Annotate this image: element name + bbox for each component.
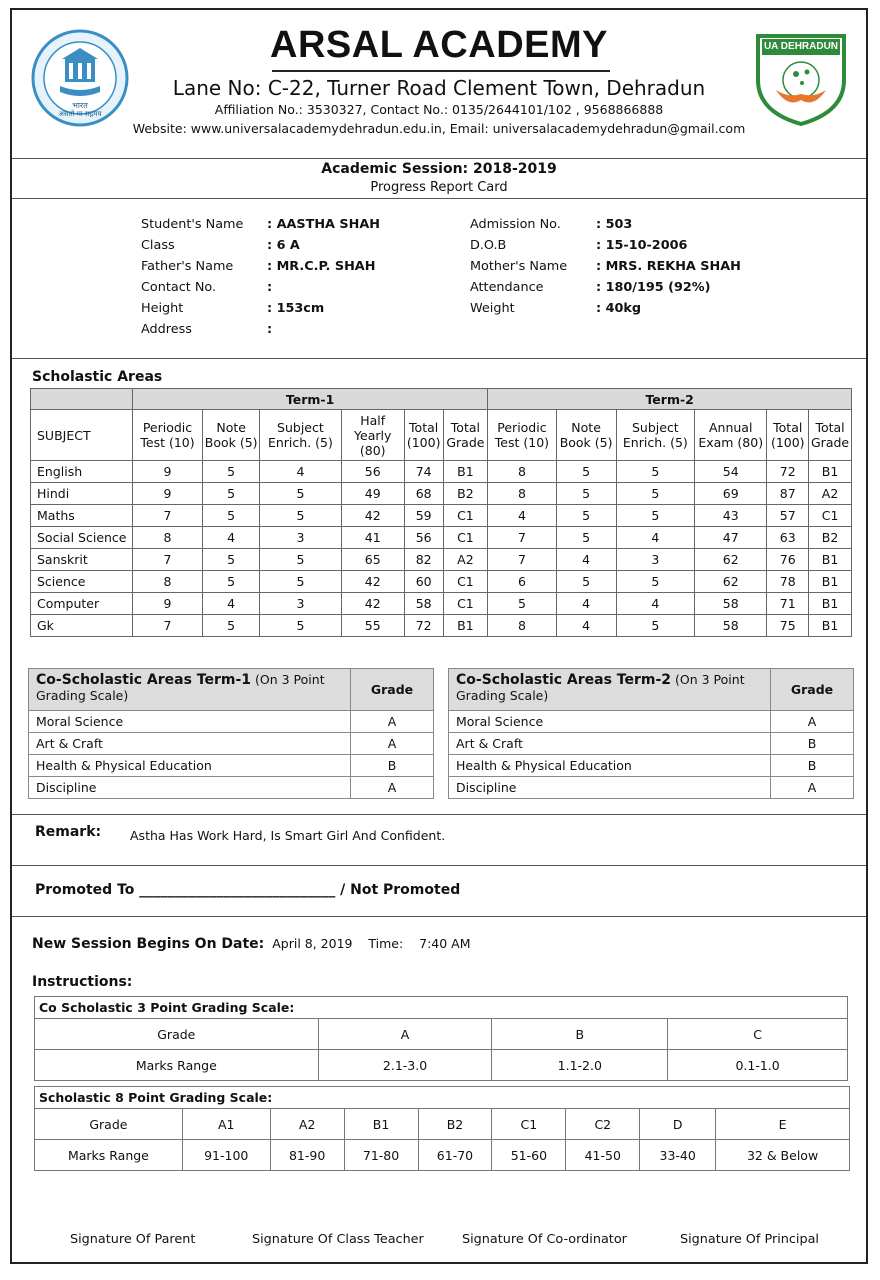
info-label: Address [141, 322, 192, 337]
term2-mark-cell: 5 [616, 505, 694, 527]
info-label: Mother's Name [470, 259, 568, 274]
term1-mark-cell: 60 [404, 571, 443, 593]
term2-mark-cell: 6 [488, 571, 556, 593]
sch-scale-title: Scholastic 8 Point Grading Scale: [35, 1087, 850, 1109]
term1-header: Term-1 [132, 389, 487, 410]
co-term1-title-cell [29, 669, 351, 711]
sch-scale-grade: B1 [344, 1109, 418, 1140]
sch-scale-grade: E [716, 1109, 850, 1140]
co-term1-note-a: (On 3 Point [255, 672, 325, 687]
term1-mark-cell: 5 [203, 505, 260, 527]
divider [12, 865, 866, 866]
subject-cell: Sanskrit [31, 549, 133, 571]
term1-mark-cell: 55 [341, 615, 404, 637]
school-address: Lane No: C-22, Turner Road Clement Town, Dehradun [172, 76, 706, 100]
co-scholastic-term1-table [28, 668, 434, 799]
co-area: Discipline [29, 777, 351, 799]
term2-mark-cell: 8 [488, 483, 556, 505]
term1-mark-cell: 5 [260, 549, 341, 571]
divider [12, 358, 866, 359]
co-area: Art & Craft [449, 733, 771, 755]
term2-mark-cell: 47 [695, 527, 767, 549]
co-grade: B [351, 755, 434, 777]
co-scale-grade: C [668, 1019, 848, 1050]
term2-mark-cell: 57 [767, 505, 809, 527]
term2-mark-cell: B1 [809, 593, 852, 615]
info-label: Admission No. [470, 217, 561, 232]
col-header: Total (100) [767, 410, 809, 461]
col-header: Half Yearly (80) [341, 410, 404, 461]
col-header: Note Book (5) [556, 410, 616, 461]
term1-mark-cell: 82 [404, 549, 443, 571]
term2-mark-cell: B1 [809, 461, 852, 483]
sch-scale-grade-label: Grade [35, 1109, 183, 1140]
term2-mark-cell: 71 [767, 593, 809, 615]
term2-mark-cell: 5 [556, 527, 616, 549]
term2-mark-cell: 4 [556, 549, 616, 571]
term1-mark-cell: 8 [132, 527, 202, 549]
info-label: Weight [470, 301, 515, 316]
info-label: Class [141, 238, 175, 253]
term1-mark-cell: B2 [443, 483, 488, 505]
term2-mark-cell: 4 [556, 615, 616, 637]
instructions-heading: Instructions: [32, 974, 133, 990]
term1-mark-cell: C1 [443, 527, 488, 549]
col-header: Subject Enrich. (5) [616, 410, 694, 461]
co-area: Health & Physical Education [29, 755, 351, 777]
info-value: : 15-10-2006 [596, 238, 688, 253]
co-term1-note-b: Grading Scale) [36, 688, 129, 703]
col-header: Total Grade [809, 410, 852, 461]
term1-mark-cell: 4 [203, 527, 260, 549]
co-area: Moral Science [449, 711, 771, 733]
signature-parent: Signature Of Parent [70, 1232, 196, 1247]
sch-scale-grade: B2 [418, 1109, 492, 1140]
term2-mark-cell: 76 [767, 549, 809, 571]
term1-mark-cell: 42 [341, 593, 404, 615]
marks-row [31, 483, 852, 505]
term2-mark-cell: 5 [616, 461, 694, 483]
subject-header: SUBJECT [31, 410, 133, 461]
term2-mark-cell: 5 [616, 615, 694, 637]
info-value: : [267, 280, 273, 295]
term1-mark-cell: 65 [341, 549, 404, 571]
info-label: Student's Name [141, 217, 244, 232]
co-term1-title: Co-Scholastic Areas Term-1 [36, 672, 252, 688]
term2-mark-cell: 5 [556, 505, 616, 527]
co-term2-note-a: (On 3 Point [675, 672, 745, 687]
term2-mark-cell: 3 [616, 549, 694, 571]
co-grade: A [351, 711, 434, 733]
marks-row [31, 593, 852, 615]
sch-scale-range: 33-40 [640, 1140, 716, 1171]
term2-mark-cell: 5 [556, 461, 616, 483]
divider [12, 814, 866, 815]
term2-mark-cell: 75 [767, 615, 809, 637]
divider [12, 916, 866, 917]
new-session-row [32, 936, 471, 952]
co-scale-grade: B [492, 1019, 668, 1050]
term2-mark-cell: 63 [767, 527, 809, 549]
remark-label: Remark: [35, 824, 102, 840]
term1-mark-cell: 42 [341, 571, 404, 593]
sch-scale-range: 81-90 [270, 1140, 344, 1171]
term2-mark-cell: 5 [616, 483, 694, 505]
co-grading-scale-table [34, 996, 848, 1081]
term2-mark-cell: B2 [809, 527, 852, 549]
subject-cell: Hindi [31, 483, 133, 505]
term2-mark-cell: A2 [809, 483, 852, 505]
signature-coordinator: Signature Of Co-ordinator [462, 1232, 627, 1247]
col-header: Periodic Test (10) [132, 410, 202, 461]
divider [12, 198, 866, 199]
sch-scale-range: 32 & Below [716, 1140, 850, 1171]
co-grade: A [771, 777, 854, 799]
term1-mark-cell: 42 [341, 505, 404, 527]
term2-mark-cell: 7 [488, 527, 556, 549]
marks-row [31, 549, 852, 571]
subject-cell: English [31, 461, 133, 483]
term1-mark-cell: B1 [443, 615, 488, 637]
marks-row [31, 461, 852, 483]
term2-mark-cell: 5 [616, 571, 694, 593]
info-value: : MRS. REKHA SHAH [596, 259, 741, 274]
col-header: Annual Exam (80) [695, 410, 767, 461]
signature-class-teacher: Signature Of Class Teacher [252, 1232, 424, 1247]
term1-mark-cell: 9 [132, 461, 202, 483]
subject-cell: Social Science [31, 527, 133, 549]
co-area: Art & Craft [29, 733, 351, 755]
term2-mark-cell: 58 [695, 615, 767, 637]
sch-scale-range: 91-100 [182, 1140, 270, 1171]
sch-scale-range: 61-70 [418, 1140, 492, 1171]
session-subtitle: Progress Report Card [370, 180, 508, 195]
term1-mark-cell: 3 [260, 527, 341, 549]
term1-mark-cell: 5 [203, 483, 260, 505]
divider [12, 158, 866, 159]
term1-mark-cell: 3 [260, 593, 341, 615]
sch-scale-grade: A1 [182, 1109, 270, 1140]
co-grade: A [771, 711, 854, 733]
co-area: Discipline [449, 777, 771, 799]
term1-mark-cell: 5 [260, 483, 341, 505]
info-label: Attendance [470, 280, 544, 295]
col-header: Subject Enrich. (5) [260, 410, 341, 461]
info-value: : 40kg [596, 301, 642, 316]
term1-mark-cell: 9 [132, 593, 202, 615]
term2-mark-cell: 4 [556, 593, 616, 615]
term1-mark-cell: 5 [260, 505, 341, 527]
sch-scale-grade: A2 [270, 1109, 344, 1140]
co-scale-grade: A [318, 1019, 492, 1050]
term2-mark-cell: 54 [695, 461, 767, 483]
left-logo-motto: असतो मा सद्गमय [58, 110, 102, 118]
info-label: Contact No. [141, 280, 217, 295]
co-scale-title: Co Scholastic 3 Point Grading Scale: [35, 997, 848, 1019]
term2-mark-cell: 62 [695, 549, 767, 571]
new-session-time: 7:40 AM [419, 936, 471, 951]
marks-row [31, 527, 852, 549]
term2-mark-cell: 78 [767, 571, 809, 593]
blank-corner [31, 389, 133, 410]
sch-scale-grade: C1 [492, 1109, 566, 1140]
sch-scale-range: 41-50 [566, 1140, 640, 1171]
term1-mark-cell: C1 [443, 593, 488, 615]
co-term2-title: Co-Scholastic Areas Term-2 [456, 672, 672, 688]
new-session-date: April 8, 2019 [272, 936, 353, 951]
term1-mark-cell: 68 [404, 483, 443, 505]
term1-mark-cell: 5 [260, 615, 341, 637]
term1-mark-cell: 5 [260, 571, 341, 593]
term1-mark-cell: 4 [260, 461, 341, 483]
term2-mark-cell: 5 [556, 483, 616, 505]
co-scholastic-term2-table [448, 668, 854, 799]
scholastic-table [30, 388, 852, 637]
sch-scale-range: 71-80 [344, 1140, 418, 1171]
term1-mark-cell: C1 [443, 571, 488, 593]
info-value: : 153cm [267, 301, 325, 316]
term2-mark-cell: 4 [616, 593, 694, 615]
term1-mark-cell: 49 [341, 483, 404, 505]
info-value: : 503 [596, 217, 633, 232]
col-header: Periodic Test (10) [488, 410, 556, 461]
term2-mark-cell: 72 [767, 461, 809, 483]
info-value: : 180/195 (92%) [596, 280, 711, 295]
subject-cell: Maths [31, 505, 133, 527]
term1-mark-cell: 7 [132, 549, 202, 571]
term1-mark-cell: 56 [404, 527, 443, 549]
subject-cell: Gk [31, 615, 133, 637]
term2-mark-cell: 5 [556, 571, 616, 593]
website-line: Website: www.universalacademydehradun.edu.in, Email: universalacademydehradun@gmail.com [132, 121, 746, 136]
sch-scale-grade: D [640, 1109, 716, 1140]
term1-mark-cell: 7 [132, 505, 202, 527]
marks-row [31, 505, 852, 527]
left-logo-text: भारत [72, 101, 88, 110]
title-underline [272, 70, 610, 72]
term1-mark-cell: 5 [203, 571, 260, 593]
marks-row [31, 615, 852, 637]
info-label: D.O.B [470, 238, 507, 253]
term1-mark-cell: 58 [404, 593, 443, 615]
right-logo-text: UA DEHRADUN [763, 41, 839, 52]
term1-mark-cell: 72 [404, 615, 443, 637]
term2-mark-cell: 62 [695, 571, 767, 593]
affiliation-line: Affiliation No.: 3530327, Contact No.: 0135/2644101/102 , 9568866888 [214, 102, 664, 117]
sch-scale-grade: C2 [566, 1109, 640, 1140]
scholastic-grading-scale-table [34, 1086, 850, 1171]
promotion-line: Promoted To ____________________________ / Not Promoted [35, 882, 461, 898]
term2-mark-cell: B1 [809, 615, 852, 637]
co-term2-note-b: Grading Scale) [456, 688, 549, 703]
co-scale-range: 1.1-2.0 [492, 1050, 668, 1081]
info-value: : [267, 322, 273, 337]
term2-mark-cell: 4 [488, 505, 556, 527]
subject-cell: Science [31, 571, 133, 593]
school-name: ARSAL ACADEMY [270, 24, 608, 66]
sch-scale-range: 51-60 [492, 1140, 566, 1171]
co-grade: B [771, 755, 854, 777]
term1-mark-cell: 5 [203, 615, 260, 637]
time-label: Time: [368, 936, 404, 951]
co-grade: B [771, 733, 854, 755]
co-term2-grade-header: Grade [771, 669, 854, 711]
term2-mark-cell: 43 [695, 505, 767, 527]
term1-mark-cell: B1 [443, 461, 488, 483]
term2-mark-cell: 4 [616, 527, 694, 549]
col-header: Note Book (5) [203, 410, 260, 461]
term2-mark-cell: 7 [488, 549, 556, 571]
co-scale-range-label: Marks Range [35, 1050, 319, 1081]
term1-mark-cell: C1 [443, 505, 488, 527]
term1-mark-cell: 56 [341, 461, 404, 483]
co-area: Health & Physical Education [449, 755, 771, 777]
term1-mark-cell: 41 [341, 527, 404, 549]
term2-mark-cell: 8 [488, 615, 556, 637]
co-term2-title-cell [449, 669, 771, 711]
sch-scale-range-label: Marks Range [35, 1140, 183, 1171]
co-term1-grade-header: Grade [351, 669, 434, 711]
term1-mark-cell: A2 [443, 549, 488, 571]
term1-mark-cell: 4 [203, 593, 260, 615]
marks-row [31, 571, 852, 593]
col-header: Total Grade [443, 410, 488, 461]
co-area: Moral Science [29, 711, 351, 733]
info-label: Father's Name [141, 259, 234, 274]
term1-mark-cell: 5 [203, 549, 260, 571]
co-scale-range: 2.1-3.0 [318, 1050, 492, 1081]
term1-mark-cell: 7 [132, 615, 202, 637]
term2-mark-cell: 87 [767, 483, 809, 505]
col-header: Total (100) [404, 410, 443, 461]
info-value: : AASTHA SHAH [267, 217, 380, 232]
term2-mark-cell: 5 [488, 593, 556, 615]
report-card-frame [10, 8, 868, 1264]
info-label: Height [141, 301, 184, 316]
term2-mark-cell: 69 [695, 483, 767, 505]
term1-mark-cell: 8 [132, 571, 202, 593]
term2-header: Term-2 [488, 389, 852, 410]
term1-mark-cell: 74 [404, 461, 443, 483]
co-scale-range: 0.1-1.0 [668, 1050, 848, 1081]
new-session-label: New Session Begins On Date: [32, 936, 265, 952]
subject-cell: Computer [31, 593, 133, 615]
term1-mark-cell: 9 [132, 483, 202, 505]
term1-mark-cell: 59 [404, 505, 443, 527]
term2-mark-cell: 8 [488, 461, 556, 483]
term2-mark-cell: B1 [809, 549, 852, 571]
signature-principal: Signature Of Principal [680, 1232, 819, 1247]
term2-mark-cell: B1 [809, 571, 852, 593]
remark-text: Astha Has Work Hard, Is Smart Girl And Confident. [130, 828, 446, 843]
co-grade: A [351, 733, 434, 755]
co-scale-grade-label: Grade [35, 1019, 319, 1050]
session-title: Academic Session: 2018-2019 [321, 161, 557, 177]
info-value: : MR.C.P. SHAH [267, 259, 376, 274]
co-grade: A [351, 777, 434, 799]
scholastic-heading: Scholastic Areas [32, 369, 163, 385]
info-value: : 6 A [267, 238, 300, 253]
term2-mark-cell: C1 [809, 505, 852, 527]
term2-mark-cell: 58 [695, 593, 767, 615]
term1-mark-cell: 5 [203, 461, 260, 483]
